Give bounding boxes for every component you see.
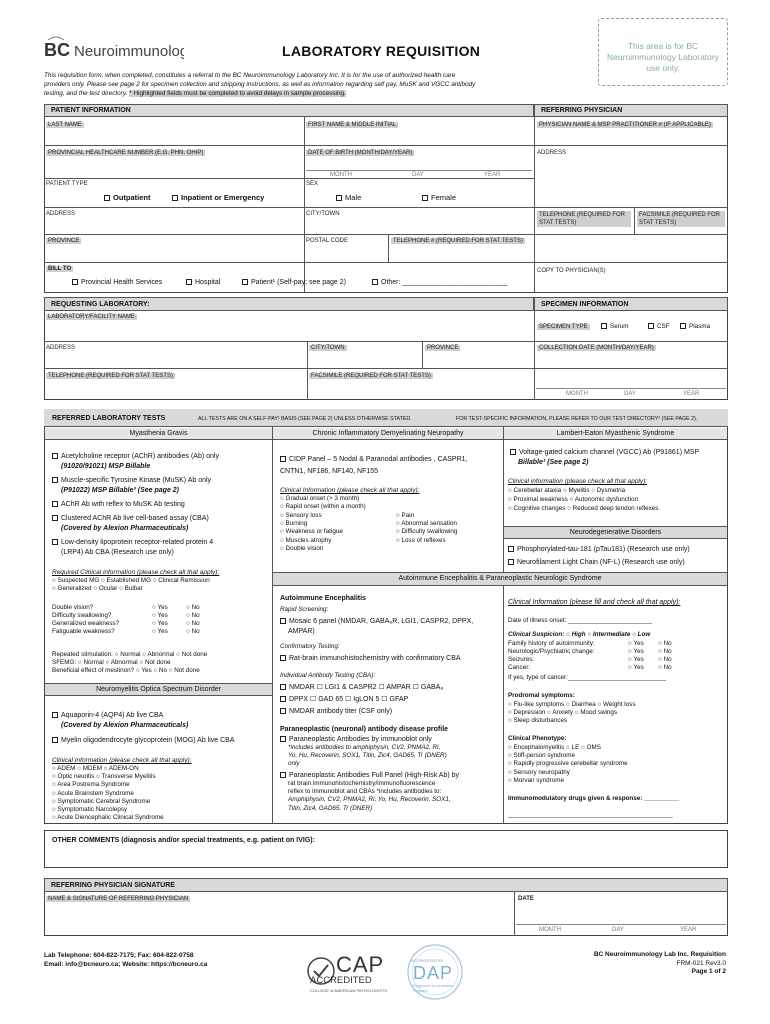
lems-vgcc-checkbox[interactable]: [510, 449, 516, 455]
neurodegen-nfl-option[interactable]: Neurofilament Light Chain (NF-L) (Research use only): [508, 558, 685, 567]
ae-ind-row1[interactable]: NMDAR ☐ LGI1 & CASPR2 ☐ AMPAR ☐ GABA₈: [280, 683, 443, 692]
cidp-clin-left[interactable]: ○ Sensory loss ○ Burning ○ Weakness or fatigue ○ Muscles atrophy ○ Double vision: [280, 512, 343, 552]
bill-patient-option[interactable]: Patient¹ (Self-pay; see page 2): [242, 278, 346, 287]
mg-clin-row1[interactable]: ○ Suspected MG ○ Established MG ○ Clinical Remission: [52, 577, 210, 584]
cap-sub-text: COLLEGE of AMERICAN PATHOLOGISTS: [310, 988, 387, 993]
nmo-aqp4-checkbox[interactable]: [52, 712, 58, 718]
bill-hospital-checkbox[interactable]: [186, 279, 192, 285]
csf-option[interactable]: CSF: [648, 323, 670, 331]
neurodegen-header: Neurodegenerative Disorders: [504, 526, 727, 539]
sex-label: SEX: [306, 181, 319, 187]
mg-musk-checkbox[interactable]: [52, 477, 58, 483]
patient-info-header: PATIENT INFORMATION: [44, 104, 534, 117]
nmo-header: Neuromyelitis Optica Spectrum Disorder: [45, 683, 272, 696]
mg-stim-repeated[interactable]: Repeated stimulation: ○ Normal ○ Abnormal ○ Not done: [52, 651, 208, 658]
mg-lrp4-option[interactable]: Low-density lipoprotein receptor-related protein 4: [52, 538, 213, 547]
lab-use-box: This area is for BC Neuroimmunology Laboratory use only.: [598, 18, 728, 86]
cidp-clin-right[interactable]: ○ Pain ○ Abnormal sensation ○ Difficulty swallowing ○ Loss of reflexes: [396, 512, 458, 544]
signature-name-field[interactable]: NAME & SIGNATURE OF REFERRING PHYSICIAN: [48, 896, 189, 902]
specimen-type-label: SPECIMEN TYPE: [539, 324, 588, 330]
ae-cancer-type-field[interactable]: If yes, type of cancer:____________________________: [508, 674, 666, 681]
para-immunoblot-option[interactable]: Paraneoplastic Antibodies by immunoblot only: [280, 735, 432, 744]
cidp-panel-cont: CNTN1, NF186, NF140, NF155: [280, 468, 379, 475]
comments-label: OTHER COMMENTS (diagnosis and/or special treatments, e.g. patient on IVIG):: [52, 837, 315, 844]
tests-note-left: ALL TESTS ARE ON A SELF-PAY¹ BASIS (SEE PAGE 2) UNLESS OTHERWISE STATED.: [198, 416, 412, 422]
physician-fax-field[interactable]: FACSIMILE (REQUIRED FOR STAT TESTS): [637, 211, 725, 227]
para-immunoblot-detail: *includes antibodies to amphiphysin, CV2, PNMA2, Ri, Yo, Hu, Recoverin, SOX1, Titin, Zic4, GAD65, Tr (DNER) only: [288, 744, 447, 768]
patient-telephone-field[interactable]: TELEPHONE # (REQUIRED FOR STAT TESTS): [393, 238, 523, 244]
ae-rat-checkbox[interactable]: [280, 655, 286, 661]
footer-right: BC Neuroimmunology Lab Inc. Requisition FRM-021 Rev3.0 Page 1 of 2: [593, 951, 726, 975]
cap-accredited-text: ACCREDITED: [310, 975, 372, 986]
dob-day: DAY: [412, 172, 424, 178]
para-heading: Paraneoplastic (neuronal) antibody disease profile: [280, 726, 449, 733]
mg-lrp4-note: (LRP4) Ab CBA (Research use only): [61, 549, 174, 556]
mg-clin-row2[interactable]: ○ Generalized ○ Ocular ○ Bulbar: [52, 585, 143, 592]
ae-heading: Autoimmune Encephalitis: [280, 595, 366, 602]
plasma-checkbox[interactable]: [680, 323, 686, 329]
collection-day: DAY: [624, 391, 636, 397]
dob-month: MONTH: [330, 172, 352, 178]
collection-year: YEAR: [683, 391, 700, 397]
ae-mosaic-option[interactable]: Mosaic 6 panel (NMDAR, GABA₈R, LGI1, CASPR2, DPPX,: [280, 617, 473, 626]
ae-ind-row3[interactable]: NMDAR antibody titer (CSF only): [280, 707, 392, 716]
ae-individual-label: Individual Antibody Testing (CBA):: [280, 672, 376, 679]
mg-stim-mestinon[interactable]: Beneficial effect of mestinon? ○ Yes ○ No ○ Not done: [52, 667, 200, 674]
para-immunoblot-checkbox[interactable]: [280, 736, 286, 742]
dap-logo: [405, 942, 469, 1006]
lab-facility-field[interactable]: LABORATORY/FACILITY NAME: [48, 314, 135, 320]
patient-address-field[interactable]: ADDRESS: [46, 211, 76, 217]
cidp-clin-full[interactable]: ○ Gradual onset (> 3 month) ○ Rapid onset (within a month): [280, 495, 366, 511]
serum-checkbox[interactable]: [601, 323, 607, 329]
prodromal-title: Prodromal symptoms:: [508, 692, 575, 699]
specimen-header: SPECIMEN INFORMATION: [534, 297, 728, 311]
phenotype-title: Clinical Phenotype:: [508, 735, 567, 742]
ae-suspicion[interactable]: Clinical Suspicion: ○ High ○ Intermediate ○ Low: [508, 631, 651, 638]
signature-year: YEAR: [680, 927, 697, 933]
bill-other-checkbox[interactable]: [372, 279, 378, 285]
nmo-aqp4-note: (Covered by Alexion Pharmaceuticals): [61, 722, 189, 729]
male-option[interactable]: Male: [336, 193, 361, 202]
inpatient-option[interactable]: Inpatient or Emergency: [172, 193, 264, 202]
requesting-lab-header: REQUESTING LABORATORY:: [44, 297, 534, 311]
physician-header: REFERRING PHYSICIAN: [534, 104, 728, 117]
collection-month: MONTH: [566, 391, 588, 397]
mg-achr-code: (91020/91021) MSP Billable: [61, 463, 151, 470]
mg-clin-title: Required Clinical information (please check all that apply):: [52, 569, 220, 576]
signature-header: REFERRING PHYSICIAN SIGNATURE: [44, 878, 728, 892]
mg-stim-sfemg[interactable]: SFEMG: ○ Normal ○ Abnormal ○ Not done: [52, 659, 171, 666]
ae-yes-column[interactable]: ○ Yes ○ Yes ○ Yes ○ Yes: [628, 640, 644, 671]
ae-no-column[interactable]: ○ No ○ No ○ No ○ No: [658, 640, 672, 671]
mg-q-fatiguable: Fatiguable weakness?: [52, 628, 115, 635]
female-option[interactable]: Female: [422, 193, 456, 202]
inpatient-checkbox[interactable]: [172, 195, 178, 201]
lems-vgcc-option[interactable]: Voltage-gated calcium channel (VGCC) Ab (P91861) MSP: [510, 448, 699, 457]
first-name-field[interactable]: FIRST NAME & MIDDLE INITIAL: [308, 122, 397, 128]
tests-note-right: FOR TEST-SPECIFIC INFORMATION, PLEASE REFER TO OUR TEST DIRECTORY² (SEE PAGE 2).: [456, 416, 698, 422]
physician-address-field[interactable]: ADDRESS: [537, 150, 567, 156]
mg-clustered-checkbox[interactable]: [52, 515, 58, 521]
male-checkbox[interactable]: [336, 195, 342, 201]
footer-email[interactable]: Email: info@bcneuro.ca; Website: https://bcneuro.ca: [44, 961, 208, 968]
logo-graphic: [44, 34, 184, 64]
serum-option[interactable]: Serum: [601, 323, 629, 331]
mg-clustered-option[interactable]: Clustered AChR Ab live cell-based assay (CBA): [52, 514, 209, 523]
bill-hospital-option[interactable]: Hospital: [186, 278, 220, 287]
mg-clustered-note: (Covered by Alexion Pharmaceuticals): [61, 525, 189, 532]
immuno-field[interactable]: Immunomodulatory drugs given & response: __________: [508, 795, 680, 802]
mg-yes-column[interactable]: ○ Yes ○ Yes ○ Yes ○ Yes: [152, 604, 168, 635]
nmo-aqp4-option[interactable]: Aquaporin-4 (AQP4) Ab live CBA: [52, 711, 163, 720]
cap-big-text: CAP: [336, 952, 385, 977]
mg-q-double-vision: Double vision?: [52, 604, 94, 611]
ae-onset-field[interactable]: Date of illness onset: ________________________: [508, 617, 653, 624]
bill-patient-checkbox[interactable]: [242, 279, 248, 285]
nmo-mog-checkbox[interactable]: [52, 737, 58, 743]
signature-month: MONTH: [539, 927, 561, 933]
cidp-panel-option[interactable]: CIDP Panel – 5 Nodal & Paranodal antibodies , CASPR1,: [280, 455, 467, 464]
para-fullpanel-option[interactable]: Paraneoplastic Antibodies Full Panel (High-Risk Ab) by: [280, 771, 459, 780]
collection-date-field[interactable]: COLLECTION DATE (MONTH/DAY/YEAR): [539, 345, 654, 351]
mg-q-generalized: Generalized weakness?: [52, 620, 120, 627]
mg-reflex-checkbox[interactable]: [52, 501, 58, 507]
mg-no-column[interactable]: ○ No ○ No ○ No ○ No: [186, 604, 200, 635]
dap-big-text: DAP: [413, 963, 454, 983]
patient-city-field[interactable]: CITY/TOWN: [306, 211, 340, 217]
patient-postal-field[interactable]: POSTAL CODE: [306, 238, 349, 244]
nmo-clin-list[interactable]: ○ ADEM ○ MDEM ○ ADEM-ON ○ Optic neuritis ○ Transverse Myelitis ○ Area Postrema Syndrome ○ Acute Brainstem Syndrome ○ Symptomatic Cerebral Syndrome ○ Symptomatic Narcolepsy ○ Acute Diencephalic Clinical Syndrome: [52, 765, 164, 822]
lab-telephone-field[interactable]: TELEPHONE (REQUIRED FOR STAT TESTS): [48, 373, 173, 379]
immuno-line[interactable]: _______________________________________________: [508, 811, 673, 818]
outpatient-checkbox[interactable]: [104, 195, 110, 201]
cap-logo: [306, 952, 406, 1002]
phenotype-list[interactable]: ○ Encephalomyelitis ○ LE ○ OMS ○ Stiff-person syndrome ○ Rapidly progressive cerebellar syndrome ○ Sensory neuropathy ○ Morvan syndrome: [508, 744, 628, 784]
intro-text: This requisition form, when completed, constitutes a referral to the BC Neuroimmunology Laboratory Inc. It is for the use of authorized health care providers only. Please see page 2 for specimen collection and shipping instructions, as well as information regarding self pay, MuSK and VGCC antibody testing, and the test directory. * Highlighted fields must be completed to avoid delays in sample processing.: [44, 72, 476, 97]
physician-telephone-field[interactable]: TELEPHONE (REQUIRED FOR STAT TESTS): [537, 211, 631, 227]
svg-text:Neuroimmunology: Neuroimmunology: [74, 43, 184, 60]
footer-phone: Lab Telephone: 604-822-7175; Fax: 604-822-0758: [44, 952, 194, 959]
neurodegen-nfl-checkbox[interactable]: [508, 559, 514, 565]
mg-achr-option[interactable]: Acetylcholine receptor (AChR) antibodies (Ab) only: [52, 452, 219, 461]
female-checkbox[interactable]: [422, 195, 428, 201]
mg-musk-option[interactable]: Muscle-specific Tyrosine Kinase (MuSK) Ab only: [52, 476, 211, 485]
neurodegen-ptau-checkbox[interactable]: [508, 546, 514, 552]
prodromal-list[interactable]: ○ Flu-like symptoms ○ Diarrhea ○ Weight loss ○ Depression ○ Anxiety ○ Mood swings ○ Sleep disturbances: [508, 701, 636, 724]
col-cidp-header: Chronic Inflammatory Demyelinating Neuropathy: [273, 428, 503, 440]
mg-lrp4-checkbox[interactable]: [52, 539, 58, 545]
lab-fax-field[interactable]: FACSIMILE (REQUIRED FOR STAT TESTS): [311, 373, 431, 379]
ae-rat-option[interactable]: Rat-brain immunohistochemistry with confirmatory CBA: [280, 654, 461, 663]
patient-type-label: PATIENT TYPE: [46, 181, 88, 187]
mg-musk-code: (P91022) MSP Billable³ (See page 2): [61, 487, 180, 494]
dob-field[interactable]: DATE OF BIRTH (MONTH/DAY/YEAR): [308, 150, 413, 156]
bill-provincial-checkbox[interactable]: [72, 279, 78, 285]
lab-address-field[interactable]: ADDRESS: [46, 345, 76, 351]
col-lems-header: Lambert-Eaton Myasthenic Syndrome: [504, 428, 727, 440]
ae-titer-checkbox[interactable]: [280, 708, 286, 714]
mg-q-swallowing: Difficulty swallowing?: [52, 612, 112, 619]
dap-top-text: ACCREDITED BY: [411, 958, 444, 963]
physician-name-field[interactable]: PHYSICIAN NAME & MSP PRACTITIONER # (IF APPLICABLE): [539, 122, 711, 128]
lab-city-field[interactable]: CITY/TOWN: [311, 345, 345, 351]
lems-vgcc-note: Billable³ (See page 2): [518, 459, 589, 466]
bill-provincial-option[interactable]: Provincial Health Services: [72, 278, 162, 287]
signature-day: DAY: [612, 927, 624, 933]
nmo-mog-option[interactable]: Myelin oligodendrocyte glycoprotein (MOG) Ab live CBA: [52, 736, 235, 745]
mg-achr-checkbox[interactable]: [52, 453, 58, 459]
tests-title: REFERRED LABORATORY TESTS: [52, 415, 166, 422]
bill-other-option[interactable]: Other: ___________________________: [372, 278, 508, 287]
ae-rapid-label: Rapid Screening:: [280, 606, 329, 613]
logo: [44, 34, 184, 64]
bill-to-label: BILL TO: [48, 266, 72, 272]
cidp-clin-title: Clinical Information (please check all that apply):: [280, 487, 420, 494]
para-fullpanel-detail: rat brain immunohistochemistry/immunofluorescence reflex to immunoblot and CBAs *includes antibodies to: Amphiphysin, CV2, PNMA2, Ri, Yo, Hu, Recoverin, SOX1, Titin, Zic4, GAD65, Tr (DNER): [288, 780, 451, 812]
ae-q-labels: Family history of autoimmunity: Neurologic/Psychiatric change: Seizures: Cancer:: [508, 640, 595, 671]
para-fullpanel-checkbox[interactable]: [280, 772, 286, 778]
ae-clin-title: Clinical Information (please fill and check all that apply):: [508, 599, 681, 606]
ae-header: Autoimmune Encephalitis & Paraneoplastic Neurologic Syndrome: [273, 572, 727, 586]
lab-province-field[interactable]: PROVINCE: [427, 345, 459, 351]
cidp-panel-checkbox[interactable]: [280, 456, 286, 462]
neurodegen-ptau-option[interactable]: Phosphorylated-tau-181 (pTau181) (Research use only): [508, 545, 690, 554]
plasma-option[interactable]: Plasma: [680, 323, 710, 331]
ae-ind-row2[interactable]: DPPX ☐ GAD 65 ☐ IgLON 5 ☐ GFAP: [280, 695, 408, 704]
csf-checkbox[interactable]: [648, 323, 654, 329]
patient-province-field[interactable]: PROVINCE: [48, 238, 80, 244]
nmo-clin-title: Clinical Information (please check all that apply):: [52, 757, 192, 764]
ae-mosaic-cont: AMPAR): [288, 628, 315, 635]
ae-nmdar-checkbox[interactable]: [280, 684, 286, 690]
last-name-field[interactable]: LAST NAME: [48, 122, 82, 128]
copy-to-field[interactable]: COPY TO PHYSICIAN(S): [537, 268, 606, 274]
col-mg-header: Myasthenia Gravis: [45, 428, 272, 440]
ae-dppx-checkbox[interactable]: [280, 696, 286, 702]
dap-sub-text: Diagnostic Accreditation Program: [413, 984, 454, 993]
dob-year: YEAR: [484, 172, 501, 178]
lems-clin-list[interactable]: ○ Cerebellar ataxia ○ Myelitis ○ Dysmetria ○ Proximal weakness ○ Autonomic dysfunction ○ Cognitive changes ○ Reduced deep tendon reflexes: [508, 487, 659, 512]
outpatient-option[interactable]: Outpatient: [104, 193, 151, 202]
page-title: LABORATORY REQUISITION: [282, 43, 481, 59]
ae-confirm-label: Confirmatory Testing:: [280, 643, 340, 650]
signature-date-field[interactable]: DATE: [518, 896, 534, 902]
svg-text:BC: BC: [44, 40, 70, 60]
ae-mosaic-checkbox[interactable]: [280, 618, 286, 624]
lems-clin-title: Clinical information (please check all that apply):: [508, 478, 648, 485]
mg-reflex-option[interactable]: AChR Ab with reflex to MuSK Ab testing: [52, 500, 185, 509]
phn-field[interactable]: PROVINCIAL HEALTHCARE NUMBER (E.G. PHN, OHIP): [48, 150, 204, 156]
